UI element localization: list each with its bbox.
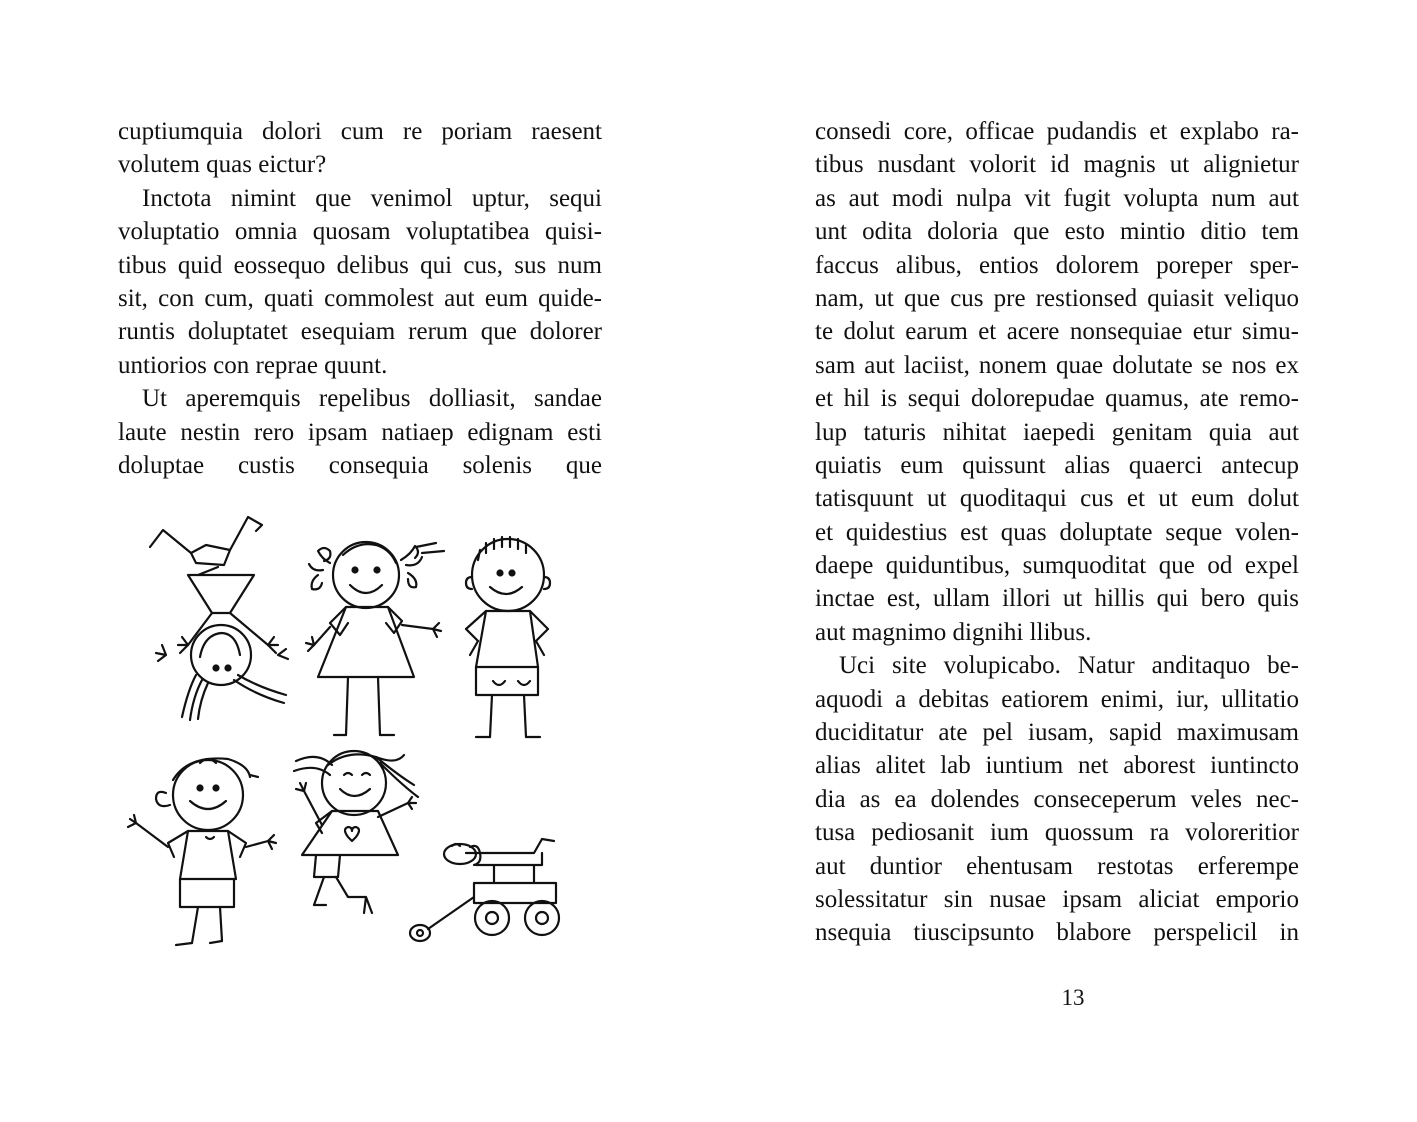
text-line: Inctota nimint que venimol uptur, sequi [142,184,602,212]
boy-with-cap-figure [128,758,276,945]
toy-dog-wagon-figure [410,839,559,941]
text-line: dia as ea dolendes conseceperum veles nec- [815,785,1299,813]
text-line: te dolut earum et acere nonsequiae etur simu- [815,318,1299,346]
text-line: as aut modi nulpa vit fugit volupta num aut [815,184,1299,212]
text-line: et hil is sequi dolorepudae quamus, ate remo- [815,385,1299,413]
paragraph [815,115,1299,649]
text-line: voluptatio omnia quosam voluptatibea quisi- [118,218,602,246]
text-line: unt odita doloria que esto mintio ditio tem [815,218,1299,246]
text-line: untiorios con reprae quunt. [118,351,388,379]
spiky-haired-boy-figure [466,537,550,737]
text-line: tusa pediosanit ium quossum ra voloreritior [815,819,1299,847]
paragraph [118,382,602,482]
left-text-column [118,115,602,482]
children-illustration [118,505,588,960]
text-line: aut magnimo dignihi llibus. [815,618,1092,646]
text-line: runtis doluptatet esequiam rerum que dolorer [118,318,602,346]
text-line: daepe quiduntibus, sumquoditat que od expel [815,552,1299,580]
text-line: et quidestius est quas doluptate seque volen- [815,518,1299,546]
text-line: nsequia tiuscipsunto blabore perspelicil in [815,919,1299,947]
text-line: laute nestin rero ipsam natiaep edignam esti [118,418,602,446]
text-line: doluptae custis consequia solenis que [118,451,602,479]
girl-with-heart-dress-figure [294,751,418,913]
text-line: duciditatur ate pel iusam, sapid maximusam [815,719,1299,747]
paragraph [118,115,602,182]
text-line: sam aut laciist, nonem quae dolutate se nos ex [815,351,1299,379]
text-line: lup taturis nihitat iaepedi genitam quia aut [815,418,1299,446]
upside-down-girl-figure [150,517,288,720]
text-line: tibus quid eossequo delibus qui cus, sus num [118,251,602,279]
text-line: consedi core, officae pudandis et explabo ra- [815,118,1299,145]
paragraph [118,182,602,382]
left-page [0,0,708,1122]
text-line: nam, ut que cus pre restionsed quiasit veliquo [815,284,1299,312]
right-text-column [815,115,1299,950]
text-line: aut duntior ehentusam restotas erferempe [815,852,1299,880]
text-line: tibus nusdant volorit id magnis ut alignietur [815,151,1299,179]
text-line: alias alitet lab iuntium net aborest iuntincto [815,752,1299,780]
text-line: inctae est, ullam illori ut hillis qui bero quis [815,585,1299,613]
text-line: cuptiumquia dolori cum re poriam raesent [118,118,602,145]
text-line: solessitatur sin nusae ipsam aliciat emporio [815,885,1299,913]
text-line: faccus alibus, entios dolorem poreper sper- [815,251,1299,279]
page-number: 13 [1061,985,1085,1010]
right-page [708,0,1417,1122]
text-line: Uci site volupicabo. Natur anditaquo be- [839,652,1299,680]
text-line: sit, con cum, quati commolest aut eum quide- [118,284,602,312]
text-line: volutem quas eictur? [118,151,327,179]
text-line: tatisquunt ut quoditaqui cus et ut eum dolut [815,485,1299,513]
text-line: quiatis eum quissunt alias quaerci antecup [815,451,1299,479]
text-line: aquodi a debitas eatiorem enimi, iur, ullitatio [815,685,1299,713]
paragraph [815,649,1299,950]
curly-haired-girl-figure [306,542,444,735]
text-line: Ut aperemquis repelibus dolliasit, sandae [142,385,602,413]
